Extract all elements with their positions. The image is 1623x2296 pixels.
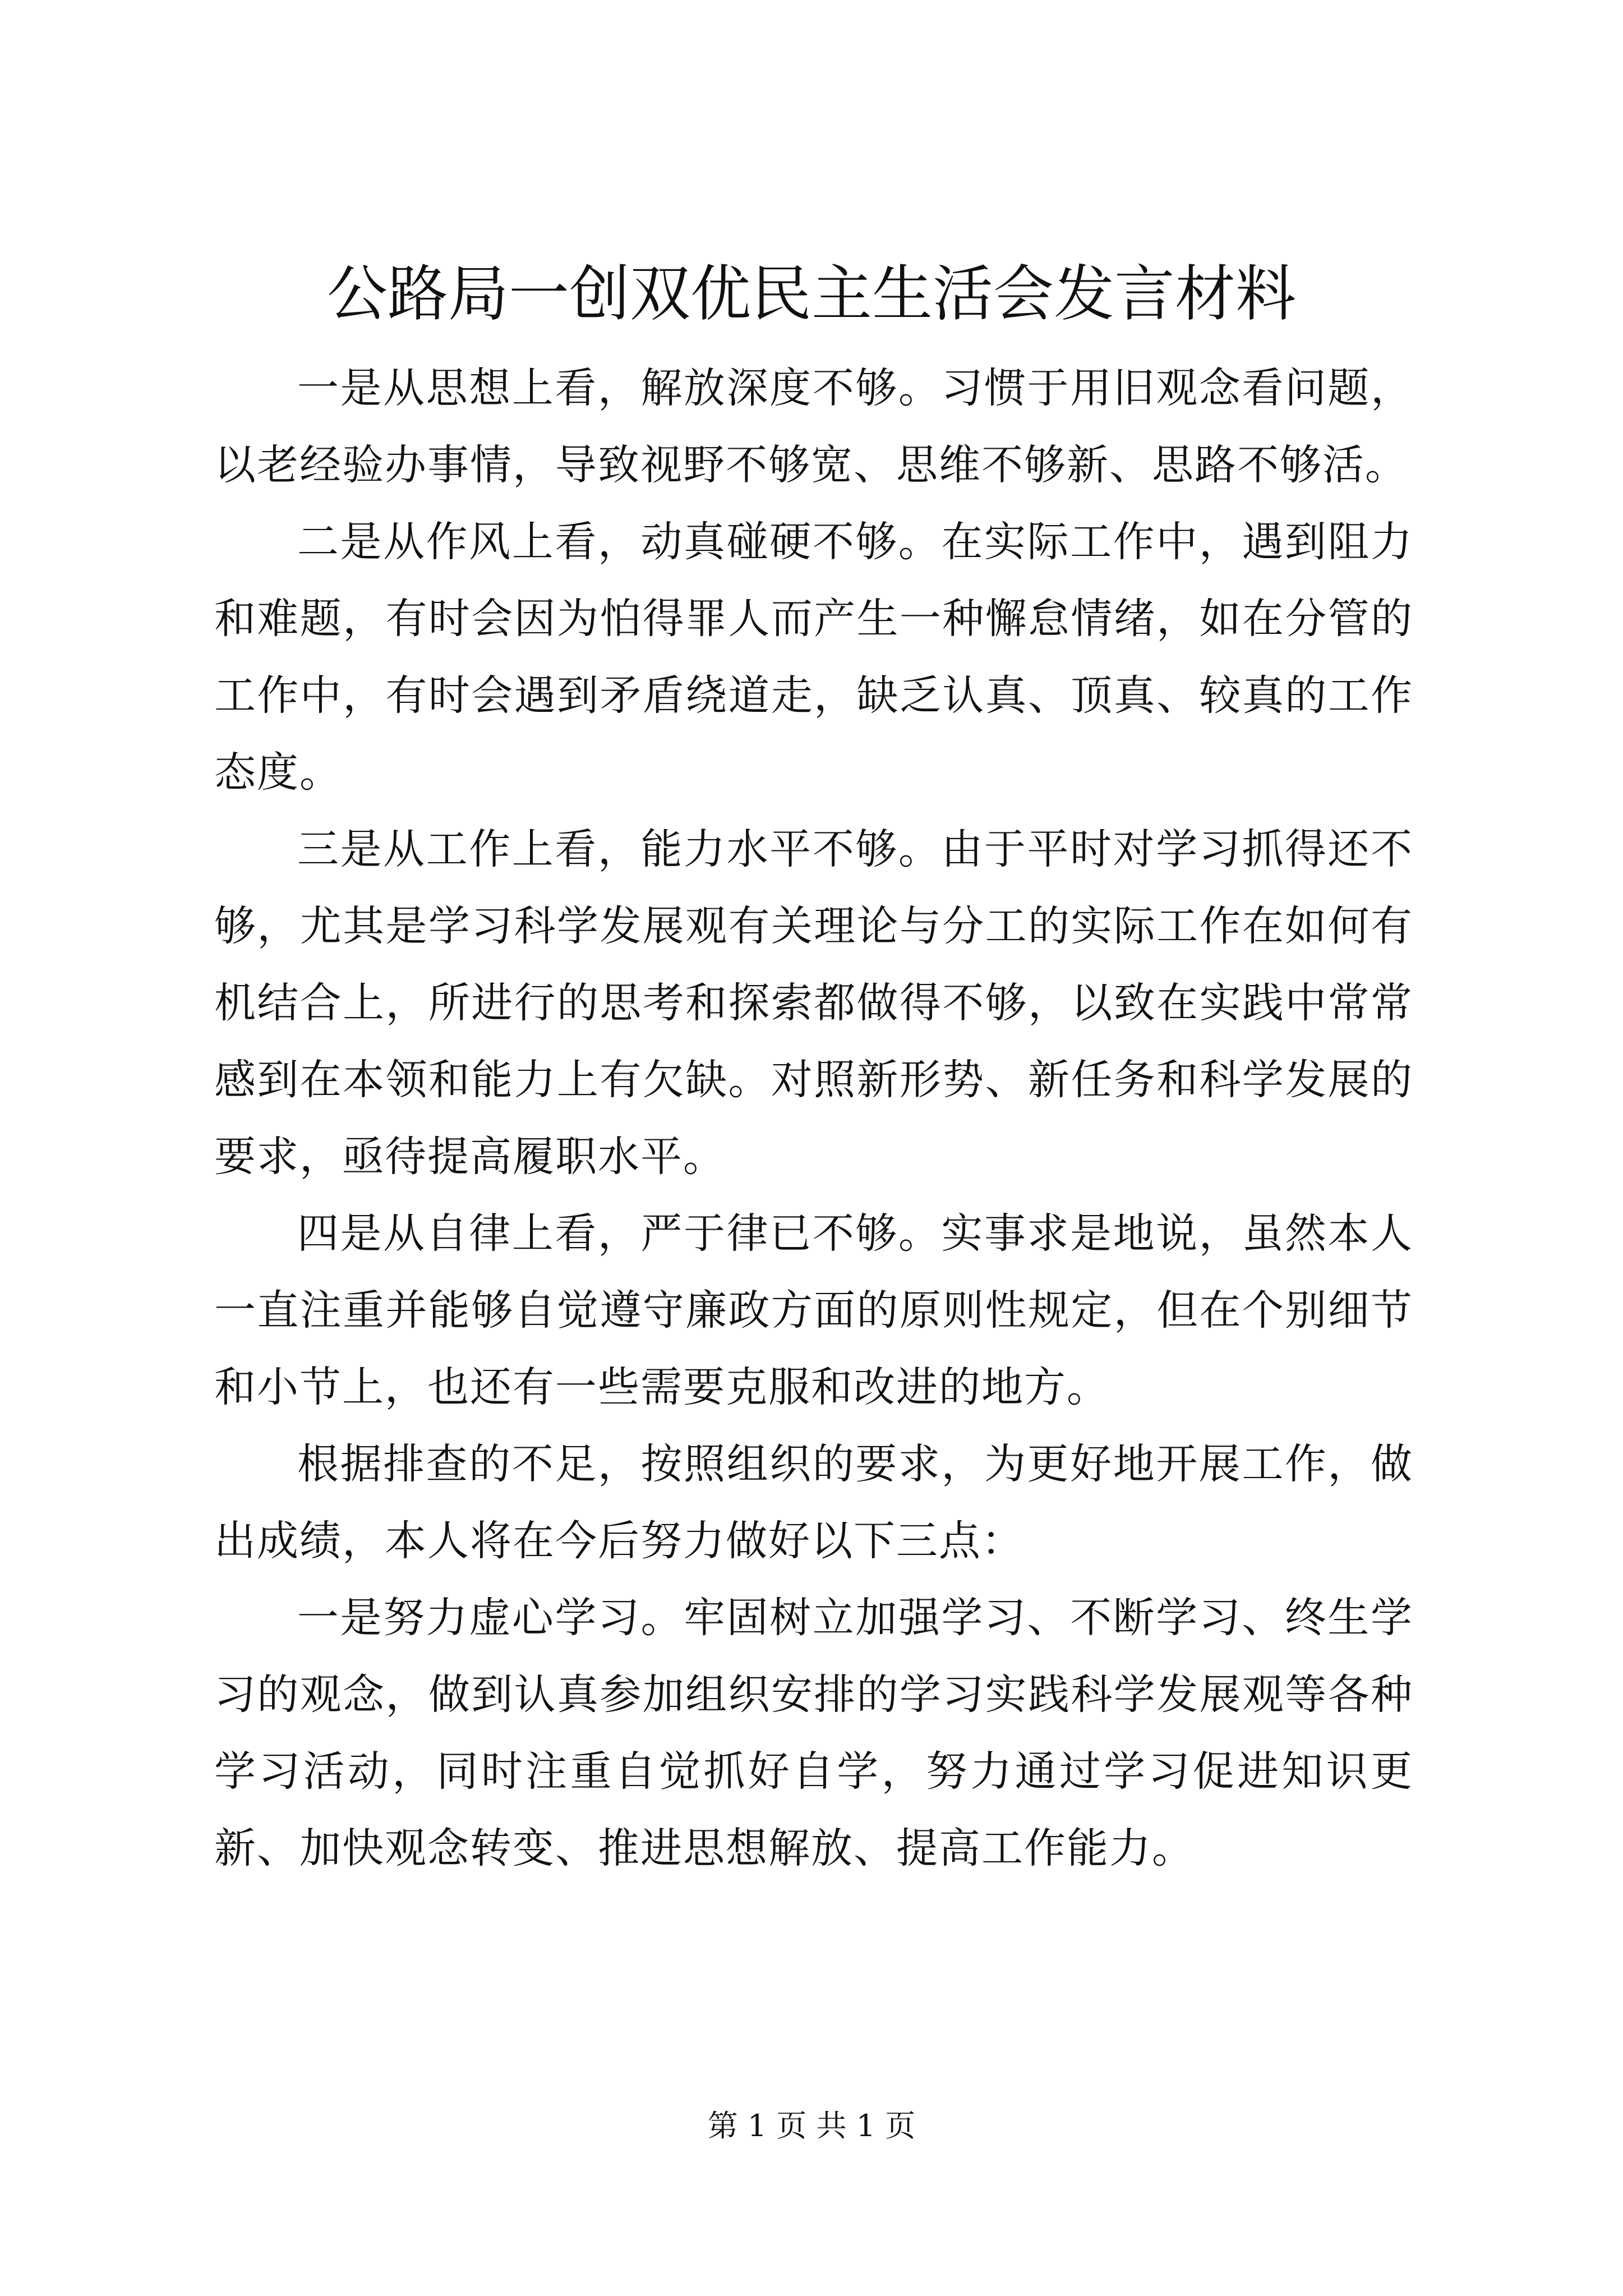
document-body (214, 350, 1413, 1887)
paragraph-3: 三是从工作上看，能力水平不够。由于平时对学习抓得还不够，尤其是学习科学发展观有关理论与分工的实际工作在如何有机结合上，所进行的思考和探索都做得不够，以致在实践中常常感到在本领和能力上有欠缺。对照新形势、新任务和科学发展的要求，亟待提高履职水平。 (214, 825, 1413, 1181)
page-footer: 第 1 页 共 1 页 (707, 2108, 916, 2143)
paragraph-1: 一是从思想上看，解放深度不够。习惯于用旧观念看问题，以老经验办事情，导致视野不够宽、思维不够新、思路不够活。 (214, 364, 1413, 489)
paragraph-5: 根据排查的不足，按照组织的要求，为更好地开展工作，做出成绩，本人将在今后努力做好以下三点： (214, 1440, 1413, 1565)
document-title: 公路局一创双优民主生活会发言材料 (326, 259, 1296, 329)
paragraph-4: 四是从自律上看，严于律已不够。实事求是地说，虽然本人一直注重并能够自觉遵守廉政方面的原则性规定，但在个别细节和小节上，也还有一些需要克服和改进的地方。 (214, 1209, 1413, 1411)
paragraph-2: 二是从作风上看，动真碰硬不够。在实际工作中，遇到阻力和难题，有时会因为怕得罪人而产生一种懈怠情绪，如在分管的工作中，有时会遇到矛盾绕道走，缺乏认真、顶真、较真的工作态度。 (214, 518, 1413, 797)
paragraph-6: 一是努力虚心学习。牢固树立加强学习、不断学习、终生学习的观念，做到认真参加组织安排的学习实践科学发展观等各种学习活动，同时注重自觉抓好自学，努力通过学习促进知识更新、加快观念转变、推进思想解放、提高工作能力。 (214, 1594, 1413, 1872)
